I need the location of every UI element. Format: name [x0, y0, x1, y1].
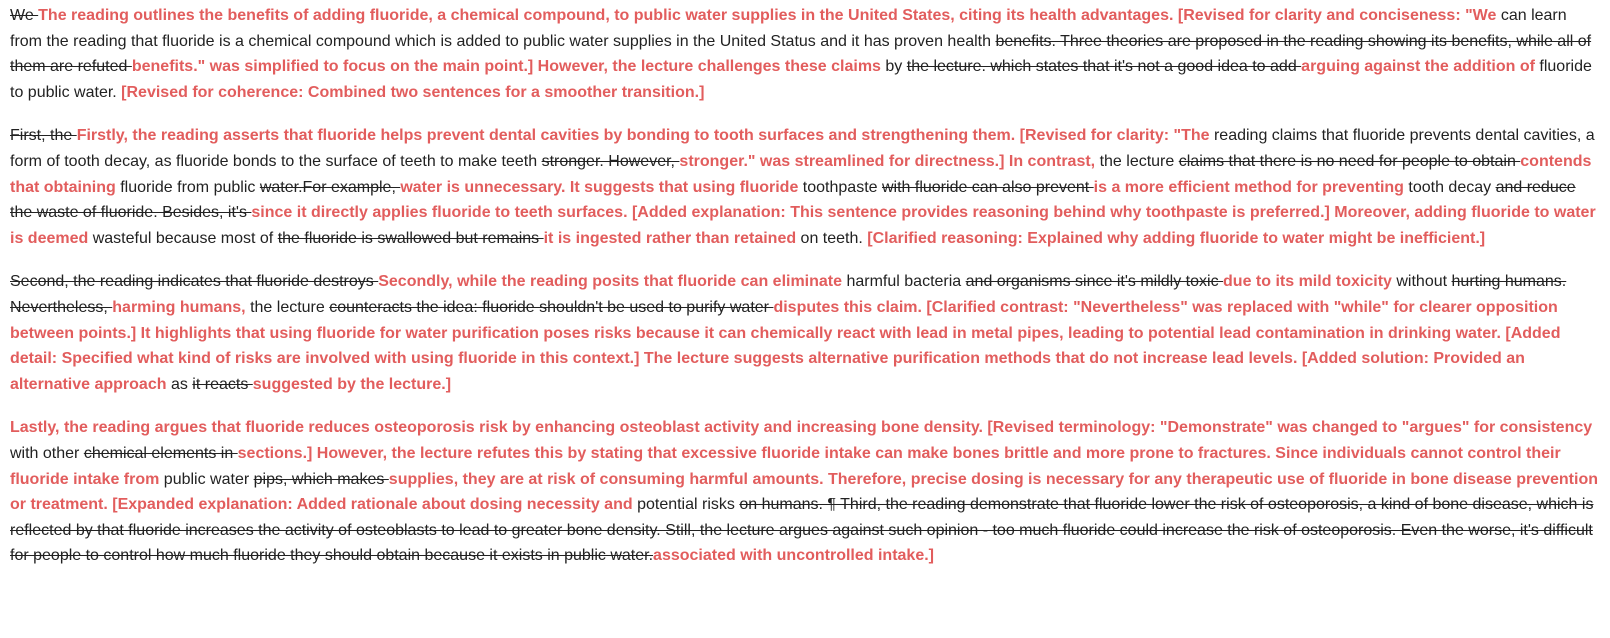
unchanged-text: potential risks — [632, 496, 740, 514]
unchanged-text: with other — [10, 444, 84, 462]
unchanged-text: by — [880, 58, 907, 76]
deleted-text: the lecture. which states that it's not a good idea to add — [906, 58, 1302, 76]
inserted-text: [Clarified reasoning: Explained why adding fluoride to water might be inefficient.] — [867, 229, 1486, 247]
inserted-text: The reading outlines the benefits of adding fluoride, a chemical compound, to public water supplies in the United States, citing its health advantages. [Revised for clarity and conciseness: "We — [38, 7, 1497, 24]
deleted-text: pips, which makes — [253, 470, 389, 488]
unchanged-text: tooth decay — [1403, 178, 1496, 196]
deleted-text: with fluoride can also prevent — [881, 178, 1094, 196]
unchanged-text: the lecture — [245, 298, 330, 316]
inserted-text: [Revised for coherence: Combined two sentences for a smoother transition.] — [121, 83, 705, 101]
deleted-text: benefits. Three theories are proposed in the reading showing its benefits, while all of them are refuted — [10, 32, 1592, 76]
inserted-text: suggested by the lecture.] — [252, 375, 452, 393]
unchanged-text: as — [166, 375, 193, 393]
inserted-text: Firstly, the reading asserts that fluoride helps prevent dental cavities by bonding to tooth surfaces and strengthening them. [Revised for clarity: "The — [76, 127, 1210, 145]
deleted-text: Second, the reading indicates that fluoride destroys — [10, 273, 379, 291]
unchanged-text: the lecture — [1095, 152, 1179, 170]
inserted-text: benefits." was simplified to focus on the main point.] However, the lecture challenges these claims — [131, 58, 881, 76]
deleted-text: hurting humans. Nevertheless, — [10, 273, 1567, 316]
inserted-text: is a more efficient method for preventing — [1093, 178, 1404, 196]
paragraph-second-point — [10, 269, 1600, 397]
deleted-text: First, the — [10, 127, 77, 145]
unchanged-text: harmful bacteria — [842, 273, 966, 291]
paragraph-first-point — [10, 123, 1600, 251]
deleted-text: chemical elements in — [83, 444, 238, 462]
paragraph-intro — [10, 3, 1600, 105]
unchanged-text: without — [1391, 273, 1452, 291]
deleted-text: it reacts — [192, 375, 253, 393]
deleted-text: stronger. However, — [541, 152, 680, 170]
deleted-text: We — [10, 7, 39, 24]
inserted-text: stronger." was streamlined for directness.] In contrast, — [679, 152, 1096, 170]
unchanged-text: can learn from the reading that fluoride is a chemical compound which is added to public water supplies in the United Status and it has proven health — [10, 7, 1567, 50]
deleted-text: the fluoride is swallowed but remains — [277, 229, 544, 247]
inserted-text: harming humans, — [112, 298, 246, 316]
inserted-text: Secondly, while the reading posits that fluoride can eliminate — [378, 273, 843, 291]
inserted-text: sections.] However, the lecture refutes this by stating that excessive fluoride intake can make bones brittle and more prone to fractures. Since individuals cannot control their fluoride intake from — [10, 444, 1561, 488]
unchanged-text: wasteful because most of — [88, 229, 278, 247]
unchanged-text: public water — [159, 470, 254, 488]
deleted-text: counteracts the idea: fluoride shouldn't be used to purify water — [329, 298, 774, 316]
inserted-text: it is ingested rather than retained — [543, 229, 797, 247]
deleted-text: on humans. ¶ Third, the reading demonstrate that fluoride lower the risk of osteoporosis, a kind of bone disease, which is reflected by that fluoride increases the activity of osteoblasts to lead to greater bone density. Still, the lecture argues against such opinion - too much fluoride could increase the risk of osteoporosis. Even the worse, it's difficult for people to control how much fluoride they should obtain because it exists in public water. — [10, 496, 1594, 565]
inserted-text: supplies, they are at risk of consuming harmful amounts. Therefore, precise dosing is necessary for any therapeutic use of fluoride in bone disease prevention or treatment. [Expanded explanation: Added rationale about dosing necessity and — [10, 470, 1598, 514]
inserted-text: disputes this claim. [Clarified contrast: "Nevertheless" was replaced with "while" for clearer opposition between points.] It highlights that using fluoride for water purification poses risks because it can chemically react with lead in metal pipes, leading to potential lead contamination in drinking water. [Added detail: Specified what kind of risks are involved with using fluoride in this context.] The lecture suggests alternative purification methods that do not increase lead levels. [Added solution: Provided an alternative approach — [10, 298, 1561, 393]
inserted-text: water is unnecessary. It suggests that using fluoride — [400, 178, 799, 196]
deleted-text: claims that there is no need for people to obtain — [1178, 152, 1521, 170]
inserted-text: contends that obtaining — [10, 152, 1592, 196]
paragraph-third-point — [10, 415, 1600, 569]
deleted-text: and organisms since it's mildly toxic — [965, 273, 1224, 291]
unchanged-text: on teeth. — [796, 229, 868, 247]
inserted-text: arguing against the addition of — [1301, 58, 1535, 76]
inserted-text: associated with uncontrolled intake.] — [653, 547, 934, 565]
inserted-text: due to its mild toxicity — [1223, 273, 1392, 291]
unchanged-text: toothpaste — [798, 178, 882, 196]
unchanged-text: fluoride to public water. — [10, 58, 1592, 101]
inserted-text: since it directly applies fluoride to teeth surfaces. [Added explanation: This sentence provides reasoning behind why toothpaste is preferred.] Moreover, adding fluoride to water is deemed — [10, 204, 1596, 247]
deleted-text: and reduce the waste of fluoride. Besides, it's — [10, 178, 1576, 222]
deleted-text: water.For example, — [259, 178, 401, 196]
inserted-text: Lastly, the reading argues that fluoride reduces osteoporosis risk by enhancing osteoblast activity and increasing bone density. [Revised terminology: "Demonstrate" was changed to "argues" for consistency — [10, 419, 1593, 437]
unchanged-text: reading claims that fluoride prevents dental cavities, a form of tooth decay, as fluoride bonds to the surface of teeth to make teeth — [10, 127, 1595, 170]
unchanged-text: fluoride from public — [115, 178, 260, 196]
